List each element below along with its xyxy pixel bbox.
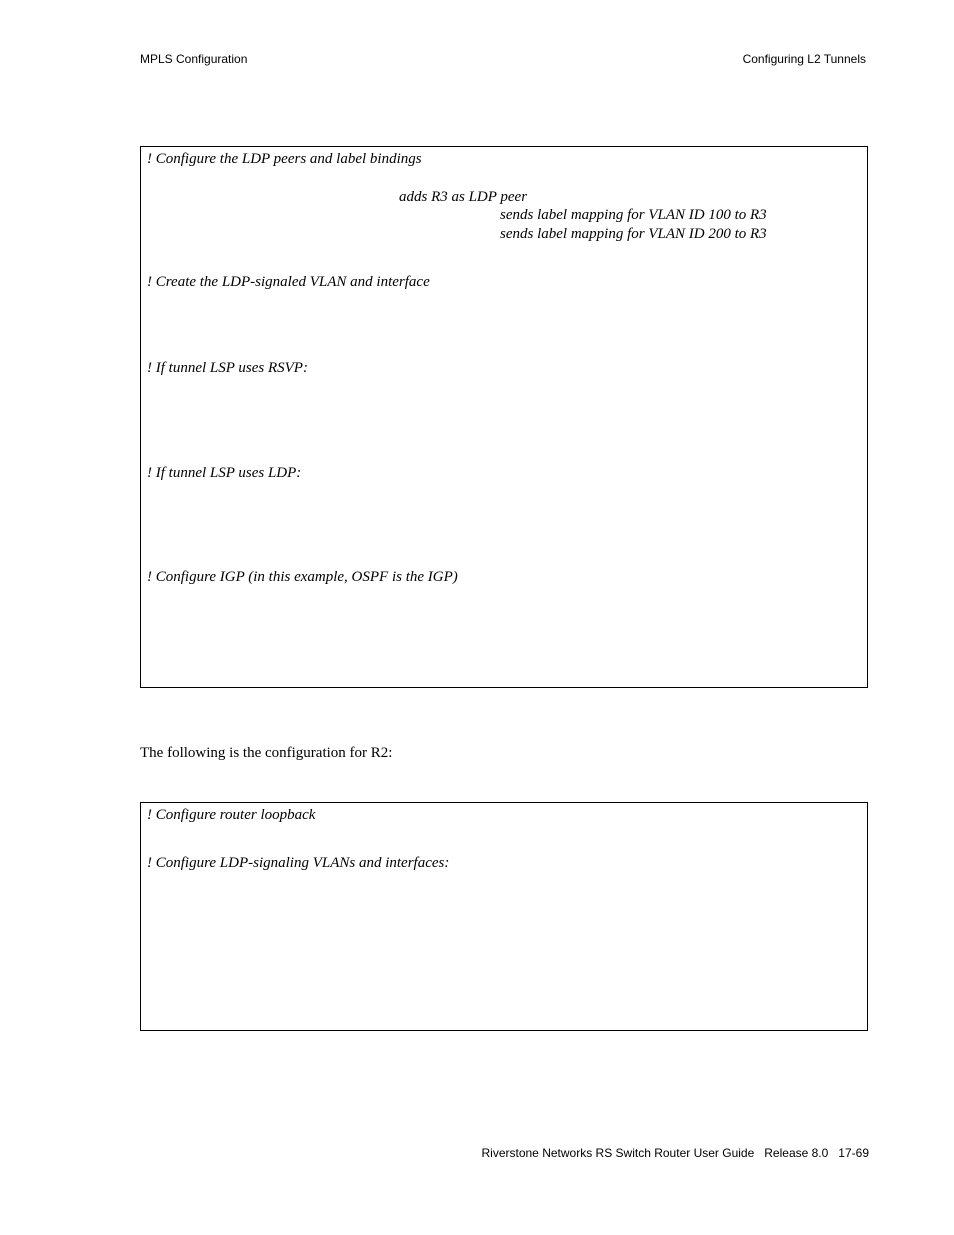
page-footer: Riverstone Networks RS Switch Router User Guide Release 8.0 17-69 [481, 1146, 869, 1160]
running-header-right: Configuring L2 Tunnels [742, 52, 866, 66]
comment-ldp: ! If tunnel LSP uses LDP: [147, 465, 302, 481]
comment-create-vlan: ! Create the LDP-signaled VLAN and interface [147, 274, 430, 290]
comment-ldp-vlans: ! Configure LDP-signaling VLANs and interfaces: [147, 855, 450, 871]
comment-label-mapping-100: sends label mapping for VLAN ID 100 to R3 [500, 207, 767, 223]
comment-label-mapping-200: sends label mapping for VLAN ID 200 to R3 [500, 226, 767, 242]
comment-igp: ! Configure IGP (in this example, OSPF is the IGP) [147, 569, 458, 585]
config-box-r1 [140, 146, 868, 688]
body-paragraph: The following is the configuration for R2: [140, 745, 393, 761]
running-header-left: MPLS Configuration [140, 52, 248, 66]
comment-ldp-peers: ! Configure the LDP peers and label bindings [147, 151, 422, 167]
comment-router-loopback: ! Configure router loopback [147, 807, 316, 823]
comment-adds-peer: adds R3 as LDP peer [399, 189, 528, 205]
comment-rsvp: ! If tunnel LSP uses RSVP: [147, 360, 308, 376]
config-box-r2 [140, 802, 868, 1031]
